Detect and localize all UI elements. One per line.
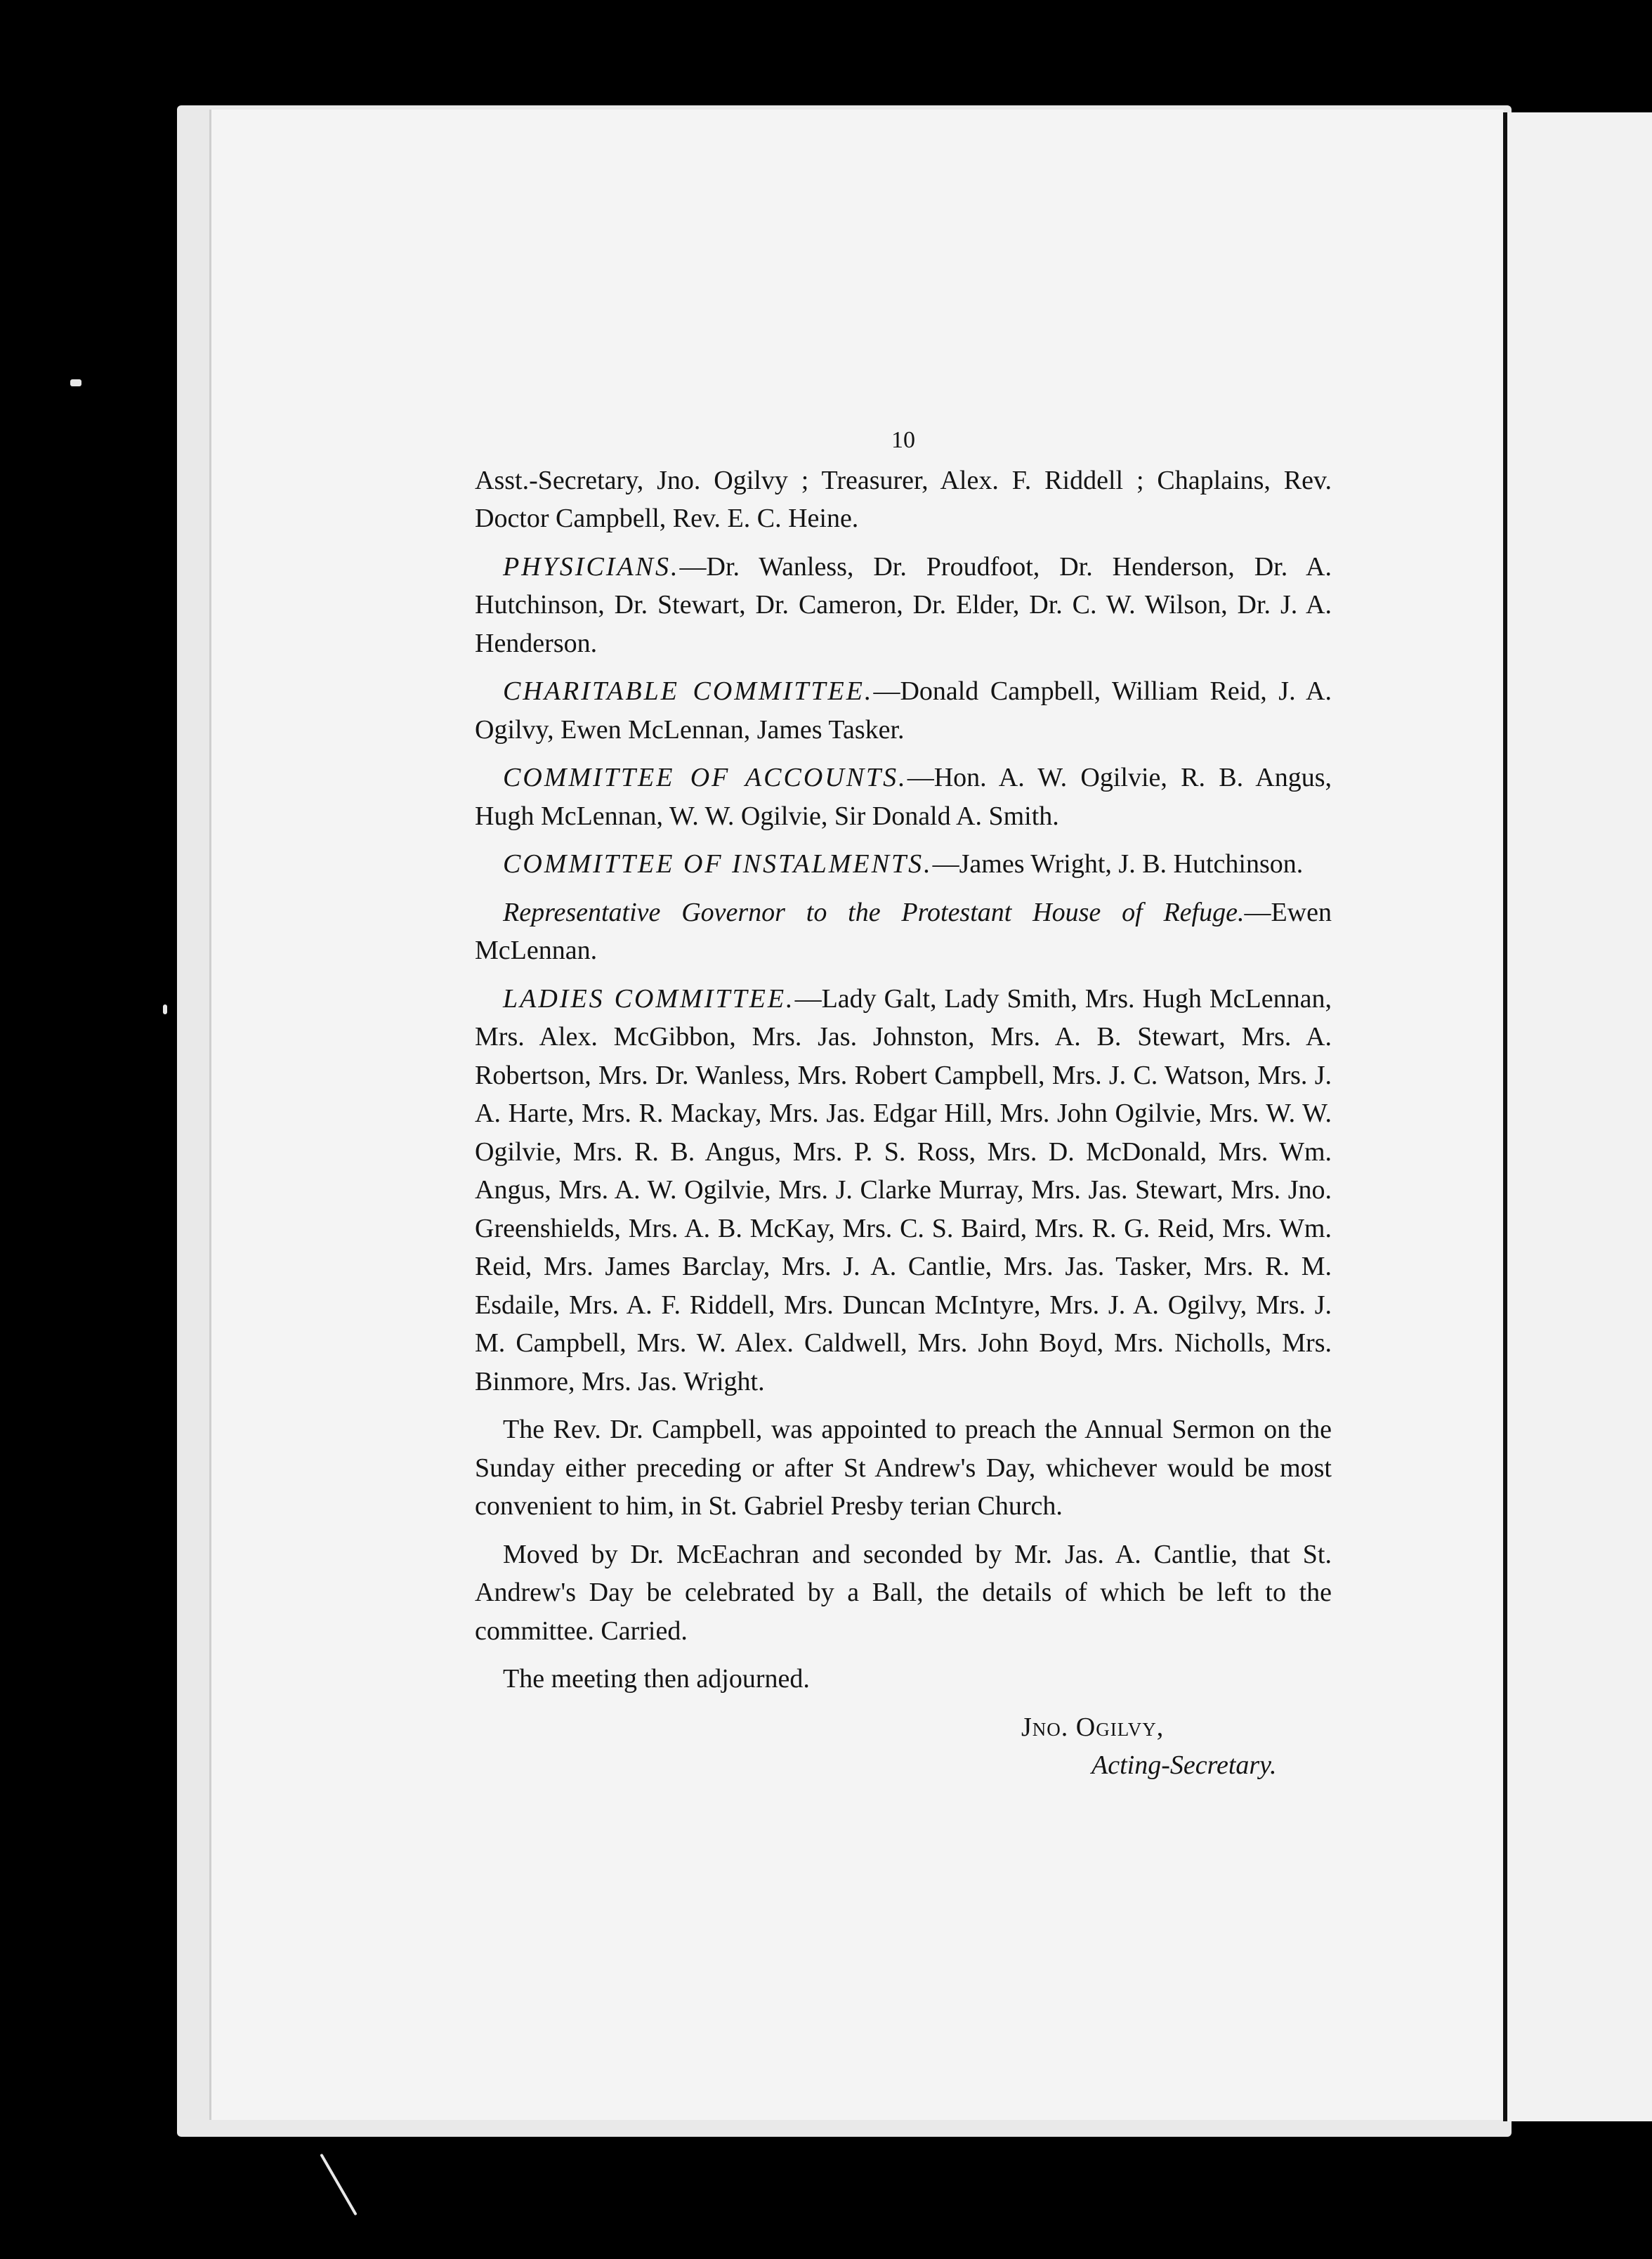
officers-paragraph: Asst.-Secretary, Jno. Ogilvy ; Treasurer, Alex. F. Riddell ; Chaplains, Rev. Doctor Campbell, Rev. E. C. Heine. — [475, 465, 1332, 533]
accounts-committee-paragraph — [475, 759, 1332, 835]
speck-mark — [320, 2154, 357, 2216]
physicians-heading: PHYSICIANS. — [503, 551, 680, 582]
signature-title: Acting-Secretary. — [1092, 1750, 1277, 1780]
representative-governor-name: —Ewen McLennan. — [475, 897, 1332, 965]
ball-motion-paragraph: Moved by Dr. McEachran and seconded by Mr. Jas. A. Cantlie, that St. Andrew's Day be celebrated by a Ball, the details of which be left to the committee. Carried. — [475, 1539, 1332, 1646]
ladies-committee-list: —Lady Galt, Lady Smith, Mrs. Hugh McLennan, Mrs. Alex. McGibbon, Mrs. Jas. Johnston, Mrs. A. B. Stewart, Mrs. A. Robertson, Mrs. Dr. Wanless, Mrs. Robert Campbell, Mrs. J. C. Watson, Mrs. J. A. Harte, Mrs. R. Mackay, Mrs. Jas. Edgar Hill, Mrs. John Ogilvie, Mrs. W. W. Ogilvie, Mrs. R. B. Angus, Mrs. P. S. Ross, Mrs. D. McDonald, Mrs. Wm. Angus, Mrs. A. W. Ogilvie, Mrs. J. Clarke Murray, Mrs. Jas. Stewart, Mrs. Jno. Greenshields, Mrs. A. B. McKay, Mrs. C. S. Baird, Mrs. R. G. Reid, Mrs. Wm. Reid, Mrs. James Barclay, Mrs. J. A. Cantlie, Mrs. Jas. Tasker, Mrs. R. M. Esdaile, Mrs. A. F. Riddell, Mrs. Duncan McIntyre, Mrs. J. A. Ogilvy, Mrs. J. M. Campbell, Mrs. W. Alex. Caldwell, Mrs. John Boyd, Mrs. Nicholls, Mrs. Binmore, Mrs. Jas. Wright. — [475, 983, 1332, 1396]
charitable-committee-heading: CHARITABLE COMMITTEE. — [503, 676, 874, 706]
ladies-committee-heading: LADIES COMMITTEE. — [503, 983, 795, 1014]
speck-mark — [70, 379, 81, 386]
adjourned-paragraph: The meeting then adjourned. — [503, 1664, 810, 1694]
accounts-committee-list: —Hon. A. W. Ogilvie, R. B. Angus, Hugh McLennan, W. W. Ogilvie, Sir Donald A. Smith. — [475, 763, 1332, 831]
instalments-committee-paragraph — [475, 845, 1332, 884]
instalments-committee-list: —James Wright, J. B. Hutchinson. — [932, 849, 1304, 879]
document-body — [475, 421, 1332, 1785]
representative-governor-paragraph — [475, 893, 1332, 970]
page-number: 10 — [891, 427, 915, 453]
representative-governor-heading: Representative Governor to the Protestant House of Refuge. — [503, 897, 1245, 927]
accounts-committee-heading: COMMITTEE OF ACCOUNTS. — [503, 763, 907, 792]
charitable-committee-list: —Donald Campbell, William Reid, J. A. Ogilvy, Ewen McLennan, James Tasker. — [475, 676, 1332, 745]
physicians-list: —Dr. Wanless, Dr. Proudfoot, Dr. Henderson, Dr. A. Hutchinson, Dr. Stewart, Dr. Cameron, Dr. Elder, Dr. C. W. Wilson, Dr. J. A. Henderson. — [475, 551, 1332, 658]
signature-block — [475, 1708, 1332, 1785]
speck-mark — [163, 1004, 167, 1014]
sermon-paragraph: The Rev. Dr. Campbell, was appointed to preach the Annual Sermon on the Sunday either preceding or after St Andrew's Day, whichever would be most convenient to him, in St. Gabriel Presby terian Church. — [475, 1415, 1332, 1521]
ladies-committee-paragraph — [475, 980, 1332, 1401]
signature-name: Jno. Ogilvy, — [1021, 1712, 1165, 1742]
instalments-committee-heading: COMMITTEE OF INSTALMENTS. — [503, 849, 933, 879]
charitable-committee-paragraph — [475, 672, 1332, 749]
physicians-paragraph — [475, 548, 1332, 663]
facing-page-edge — [1503, 112, 1652, 2121]
